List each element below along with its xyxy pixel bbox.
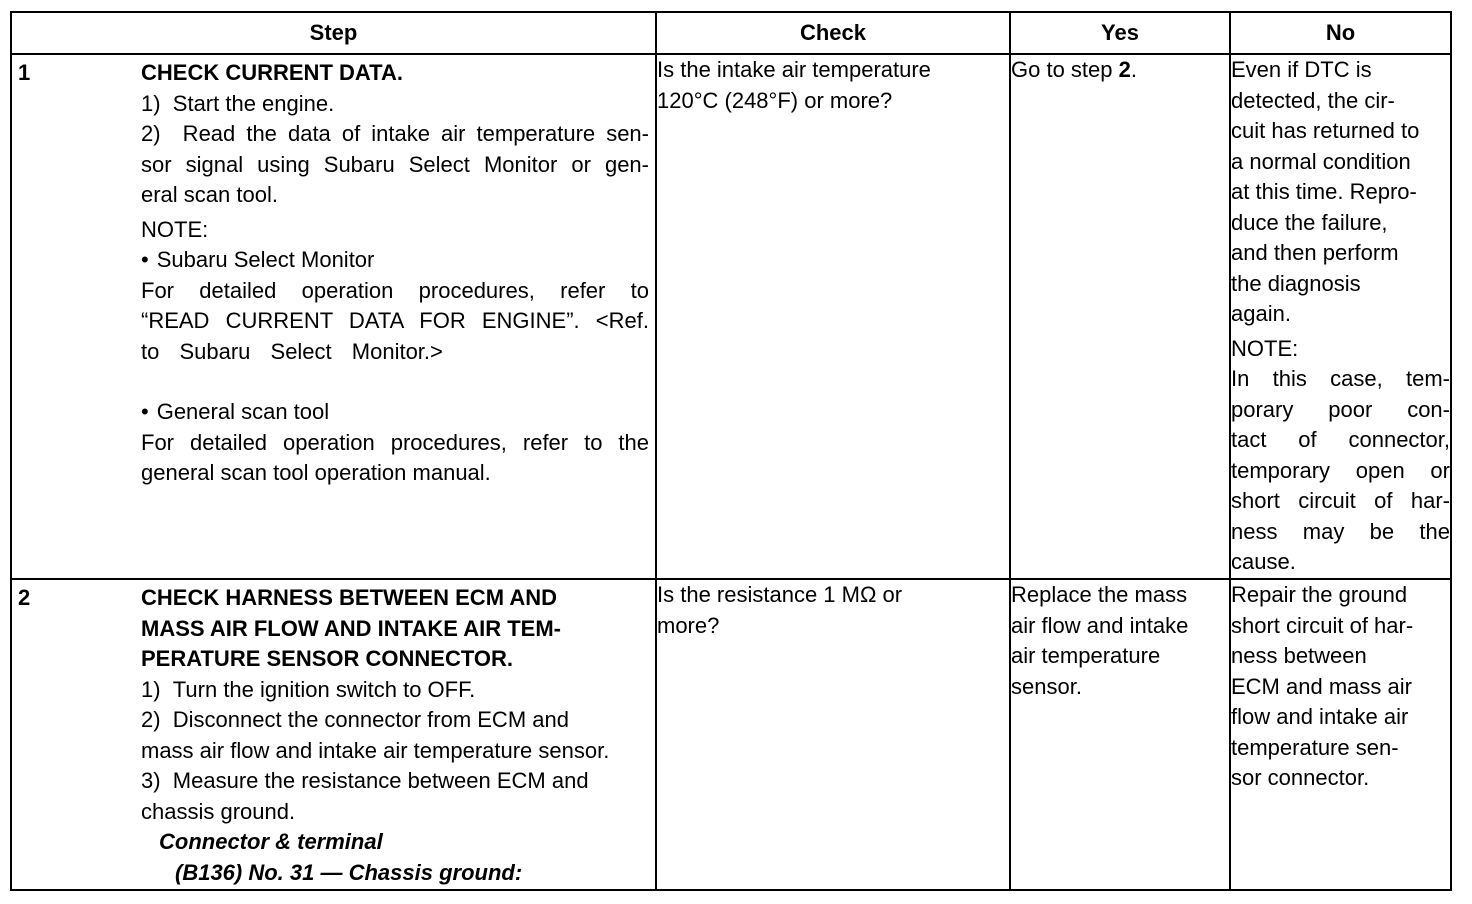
step-cell — [11, 579, 656, 890]
note-text: temporary open or — [1231, 457, 1450, 483]
note-text: to Subaru Select Monitor.> — [141, 338, 443, 364]
check-text: more? — [657, 612, 720, 638]
note-label: NOTE: — [1231, 335, 1299, 361]
bullet-item — [141, 245, 649, 276]
no-text: ECM and mass air — [1231, 673, 1412, 699]
note-text: tact of connector, — [1231, 427, 1450, 452]
no-text: duce the failure, — [1231, 209, 1388, 235]
header-step: Step — [11, 12, 656, 54]
no-text: temperature sen- — [1231, 734, 1399, 760]
yes-text: air flow and intake — [1011, 612, 1189, 638]
step-instruction: mass air flow and intake air temperature sensor. — [141, 737, 610, 763]
check-text: Is the intake air temperature — [657, 57, 931, 82]
step-title: MASS AIR FLOW AND INTAKE AIR TEM- — [141, 615, 561, 641]
step-instruction: 2) Disconnect the connector from ECM and — [141, 707, 569, 732]
bullet-text: Subaru Select Monitor — [156, 247, 375, 272]
no-text: a normal condition — [1231, 148, 1411, 174]
note-text: For detailed operation procedures, refer to — [141, 277, 649, 303]
bullet-text: General scan tool — [156, 399, 330, 424]
step-instruction: chassis ground. — [141, 798, 296, 824]
check-cell — [656, 54, 1010, 579]
note-text: For detailed operation procedures, refer to the — [141, 429, 649, 455]
note-text: ness may be the — [1231, 518, 1450, 544]
check-text: Is the resistance 1 MΩ or — [657, 582, 903, 607]
no-cell — [1230, 579, 1451, 890]
connector-label: Connector & terminal — [159, 829, 383, 854]
bullet-icon: • — [141, 399, 149, 424]
step-instruction: 2) Read the data of intake air temperature sen- — [141, 121, 649, 146]
table-row — [11, 54, 1451, 579]
note-text: porary poor con- — [1231, 396, 1450, 422]
step-instruction: 1) Start the engine. — [141, 90, 335, 116]
bullet-item — [141, 397, 649, 428]
no-text: cuit has returned to — [1231, 118, 1420, 143]
spacer — [141, 367, 649, 397]
no-text: short circuit of har- — [1231, 612, 1414, 638]
note-text: “READ CURRENT DATA FOR ENGINE”. <Ref. — [141, 308, 649, 333]
no-text: Even if DTC is — [1231, 57, 1372, 82]
yes-cell — [1010, 54, 1230, 579]
note-text: general scan tool operation manual. — [141, 460, 491, 485]
yes-text: sensor. — [1011, 673, 1082, 699]
yes-step-ref: 2 — [1118, 57, 1131, 82]
yes-suffix: . — [1130, 57, 1137, 82]
no-cell — [1230, 54, 1451, 579]
bullet-icon: • — [141, 247, 149, 272]
yes-text: Replace the mass — [1011, 582, 1188, 607]
header-no: No — [1230, 12, 1451, 54]
yes-cell — [1010, 579, 1230, 890]
header-row — [11, 12, 1451, 54]
step-number: 2 — [18, 585, 31, 610]
no-text: ness between — [1231, 643, 1367, 668]
step-title: PERATURE SENSOR CONNECTOR. — [141, 646, 514, 671]
check-cell — [656, 579, 1010, 890]
note-text: short circuit of har- — [1231, 488, 1450, 513]
step-instruction: 1) Turn the ignition switch to OFF. — [141, 676, 476, 702]
yes-text: air temperature — [1011, 643, 1161, 668]
no-text: at this time. Repro- — [1231, 179, 1417, 204]
no-text: flow and intake air — [1231, 704, 1409, 729]
no-text: again. — [1231, 301, 1291, 326]
step-cell — [11, 54, 656, 579]
step-title: CHECK CURRENT DATA. — [141, 60, 403, 85]
note-text: In this case, tem- — [1231, 366, 1450, 391]
step-title: CHECK HARNESS BETWEEN ECM AND — [141, 585, 557, 610]
note-text: cause. — [1231, 549, 1296, 574]
no-text: and then perform — [1231, 240, 1399, 265]
yes-prefix: Go to step — [1011, 57, 1119, 82]
no-text: Repair the ground — [1231, 582, 1408, 607]
step-instruction: 3) Measure the resistance between ECM and — [141, 768, 589, 793]
header-yes: Yes — [1010, 12, 1230, 54]
no-text: detected, the cir- — [1231, 87, 1395, 113]
header-check: Check — [656, 12, 1010, 54]
no-text: sor connector. — [1231, 765, 1370, 790]
step-instruction: eral scan tool. — [141, 182, 278, 207]
no-text: the diagnosis — [1231, 270, 1361, 296]
diagnostic-table — [10, 11, 1452, 891]
table-row — [11, 579, 1451, 890]
connector-terminal: (B136) No. 31 — Chassis ground: — [175, 859, 523, 885]
step-number: 1 — [18, 60, 31, 85]
yes-text — [1011, 55, 1229, 86]
step-instruction: sor signal using Subaru Select Monitor or gen- — [141, 151, 649, 177]
note-label: NOTE: — [141, 216, 209, 242]
check-text: 120°C (248°F) or more? — [657, 87, 893, 113]
